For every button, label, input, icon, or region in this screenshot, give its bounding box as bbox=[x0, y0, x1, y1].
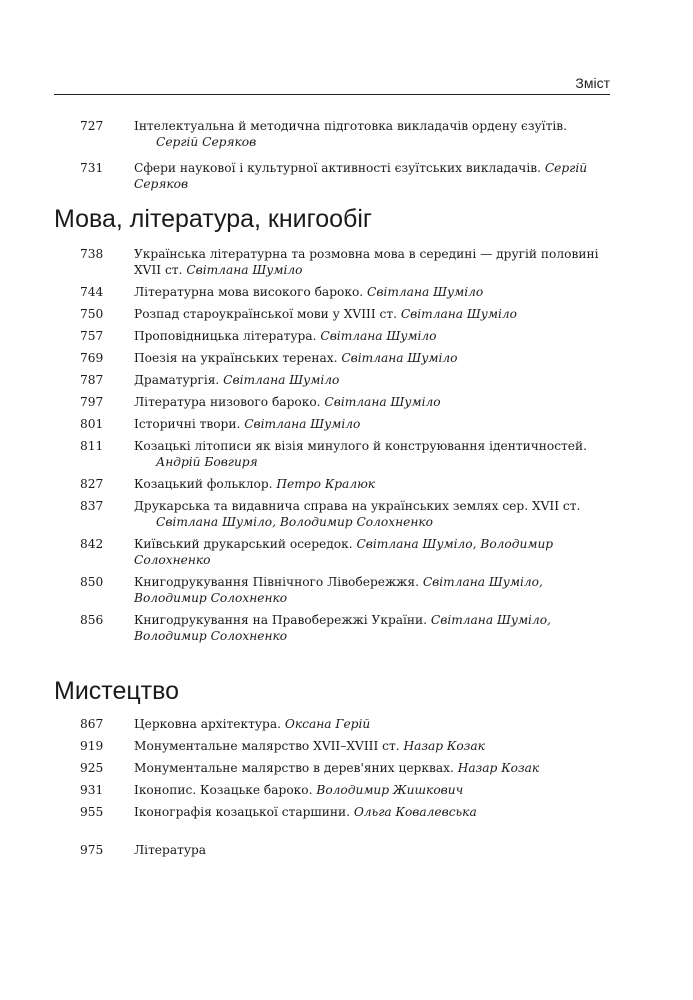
toc-page-number: 856 bbox=[80, 613, 104, 627]
toc-entry[interactable] bbox=[54, 498, 614, 530]
toc-entry[interactable] bbox=[54, 716, 614, 732]
toc-entry[interactable] bbox=[54, 476, 614, 492]
toc-page-number: 744 bbox=[80, 285, 104, 299]
toc-entry[interactable] bbox=[54, 536, 614, 568]
toc-entry-title: Монументальне малярство в дерев'яних церквах. bbox=[134, 761, 454, 775]
toc-entry-title: Література низового бароко. bbox=[134, 395, 321, 409]
toc-page-number: 727 bbox=[80, 119, 104, 133]
toc-entry[interactable] bbox=[54, 416, 614, 432]
toc-list-art bbox=[54, 716, 614, 820]
toc-entry[interactable] bbox=[54, 760, 614, 776]
toc-entry-title: Історичні твори. bbox=[134, 417, 241, 431]
toc-entry-author: Ольга Ковалевська bbox=[353, 805, 477, 819]
toc-entry-author: Світлана Шуміло, Володимир Солохненко bbox=[134, 537, 554, 567]
table-of-contents bbox=[54, 118, 614, 864]
toc-page-number: 842 bbox=[80, 537, 104, 551]
toc-entry-author: Світлана Шуміло, Володимир Солохненко bbox=[134, 575, 543, 605]
toc-list-language-literature bbox=[54, 246, 614, 644]
toc-entry-author: Володимир Жишкович bbox=[316, 783, 464, 797]
toc-entry-author: Світлана Шуміло, Володимир Солохненко bbox=[156, 515, 434, 529]
toc-page-number: 797 bbox=[80, 395, 104, 409]
toc-entry-title: Розпад староукраїнської мови у XVIII ст. bbox=[134, 307, 397, 321]
toc-page-number: 731 bbox=[80, 161, 104, 175]
toc-entry-author: Світлана Шуміло, Володимир Солохненко bbox=[134, 613, 551, 643]
toc-entry[interactable] bbox=[54, 438, 614, 470]
toc-entry-author: Назар Козак bbox=[457, 761, 540, 775]
toc-entry[interactable] bbox=[54, 804, 614, 820]
toc-entry-title: Українська літературна та розмовна мова в середині — другій половині XVII ст. bbox=[134, 247, 599, 277]
toc-entry[interactable] bbox=[54, 306, 614, 322]
toc-entry-title: Інтелектуальна й методична підготовка викладачів ордену єзуїтів. bbox=[134, 119, 567, 133]
toc-entry-title: Сфери наукової і культурної активності єзуїтських викладачів. bbox=[134, 161, 541, 175]
toc-entry[interactable] bbox=[54, 394, 614, 410]
toc-entry-author: Світлана Шуміло bbox=[324, 395, 441, 409]
section-title-language-literature: Мова, література, книгообіг bbox=[54, 205, 373, 233]
section-title-art: Мистецтво bbox=[54, 677, 180, 705]
toc-entry-title: Поезія на українських теренах. bbox=[134, 351, 338, 365]
toc-page-number: 955 bbox=[80, 805, 104, 819]
toc-entry-title: Література bbox=[134, 843, 207, 857]
toc-entry-title: Друкарська та видавнича справа на українських землях сер. XVII ст. bbox=[134, 499, 581, 513]
toc-page-number: 787 bbox=[80, 373, 104, 387]
toc-page-number: 975 bbox=[80, 843, 104, 857]
toc-entry-author: Світлана Шуміло bbox=[244, 417, 361, 431]
toc-entry[interactable] bbox=[54, 246, 614, 278]
toc-entry[interactable] bbox=[54, 160, 614, 192]
toc-entry-author: Світлана Шуміло bbox=[186, 263, 303, 277]
toc-page-number: 837 bbox=[80, 499, 104, 513]
toc-list-bibliography bbox=[54, 842, 614, 858]
toc-entry-title: Київський друкарський осередок. bbox=[134, 537, 353, 551]
toc-entry[interactable] bbox=[54, 782, 614, 798]
toc-entry-title: Церковна архітектура. bbox=[134, 717, 281, 731]
toc-page-number: 827 bbox=[80, 477, 104, 491]
toc-entry-title: Літературна мова високого бароко. bbox=[134, 285, 364, 299]
toc-entry-author: Сергій Серяков bbox=[156, 135, 257, 149]
toc-list-continuation bbox=[54, 118, 614, 192]
toc-page-number: 850 bbox=[80, 575, 104, 589]
toc-entry-title: Козацькі літописи як візія минулого й конструювання ідентичностей. bbox=[134, 439, 588, 453]
toc-page-number: 867 bbox=[80, 717, 104, 731]
toc-page-number: 757 bbox=[80, 329, 104, 343]
toc-entry-author: Світлана Шуміло bbox=[367, 285, 484, 299]
toc-entry-author: Оксана Герій bbox=[284, 717, 371, 731]
toc-entry-author: Світлана Шуміло bbox=[400, 307, 517, 321]
toc-page-number: 925 bbox=[80, 761, 104, 775]
toc-entry-title: Козацький фольклор. bbox=[134, 477, 273, 491]
toc-entry-author: Сергій Серяков bbox=[134, 161, 588, 191]
toc-page-number: 769 bbox=[80, 351, 104, 365]
toc-entry-author: Андрій Бовгиря bbox=[156, 455, 258, 469]
toc-entry[interactable] bbox=[54, 118, 614, 150]
toc-entry-title: Іконопис. Козацьке бароко. bbox=[134, 783, 313, 797]
toc-entry[interactable] bbox=[54, 842, 614, 858]
toc-entry[interactable] bbox=[54, 350, 614, 366]
toc-page-number: 811 bbox=[80, 439, 104, 453]
toc-entry[interactable] bbox=[54, 574, 614, 606]
toc-entry[interactable] bbox=[54, 612, 614, 644]
toc-entry-author: Петро Кралюк bbox=[276, 477, 376, 491]
toc-page-number: 801 bbox=[80, 417, 104, 431]
toc-entry[interactable] bbox=[54, 284, 614, 300]
toc-page-number: 750 bbox=[80, 307, 104, 321]
toc-entry-title: Іконографія козацької старшини. bbox=[134, 805, 350, 819]
toc-entry-author: Світлана Шуміло bbox=[320, 329, 437, 343]
toc-entry[interactable] bbox=[54, 372, 614, 388]
toc-entry-author: Світлана Шуміло bbox=[341, 351, 458, 365]
toc-entry-title: Монументальне малярство XVII–XVIII ст. bbox=[134, 739, 400, 753]
toc-entry[interactable] bbox=[54, 328, 614, 344]
toc-entry-title: Проповідницька література. bbox=[134, 329, 317, 343]
running-header bbox=[54, 66, 610, 95]
toc-entry-title: Книгодрукування Північного Лівобережжя. bbox=[134, 575, 419, 589]
toc-entry-author: Назар Козак bbox=[403, 739, 485, 753]
toc-page-number: 919 bbox=[80, 739, 104, 753]
toc-entry-author: Світлана Шуміло bbox=[223, 373, 340, 387]
toc-page-number: 738 bbox=[80, 247, 104, 261]
toc-page-number: 931 bbox=[80, 783, 104, 797]
toc-entry-title: Драматургія. bbox=[134, 373, 220, 387]
running-header-title: Зміст bbox=[575, 75, 610, 91]
toc-entry[interactable] bbox=[54, 738, 614, 754]
toc-entry-title: Книгодрукування на Правобережжі України. bbox=[134, 613, 428, 627]
